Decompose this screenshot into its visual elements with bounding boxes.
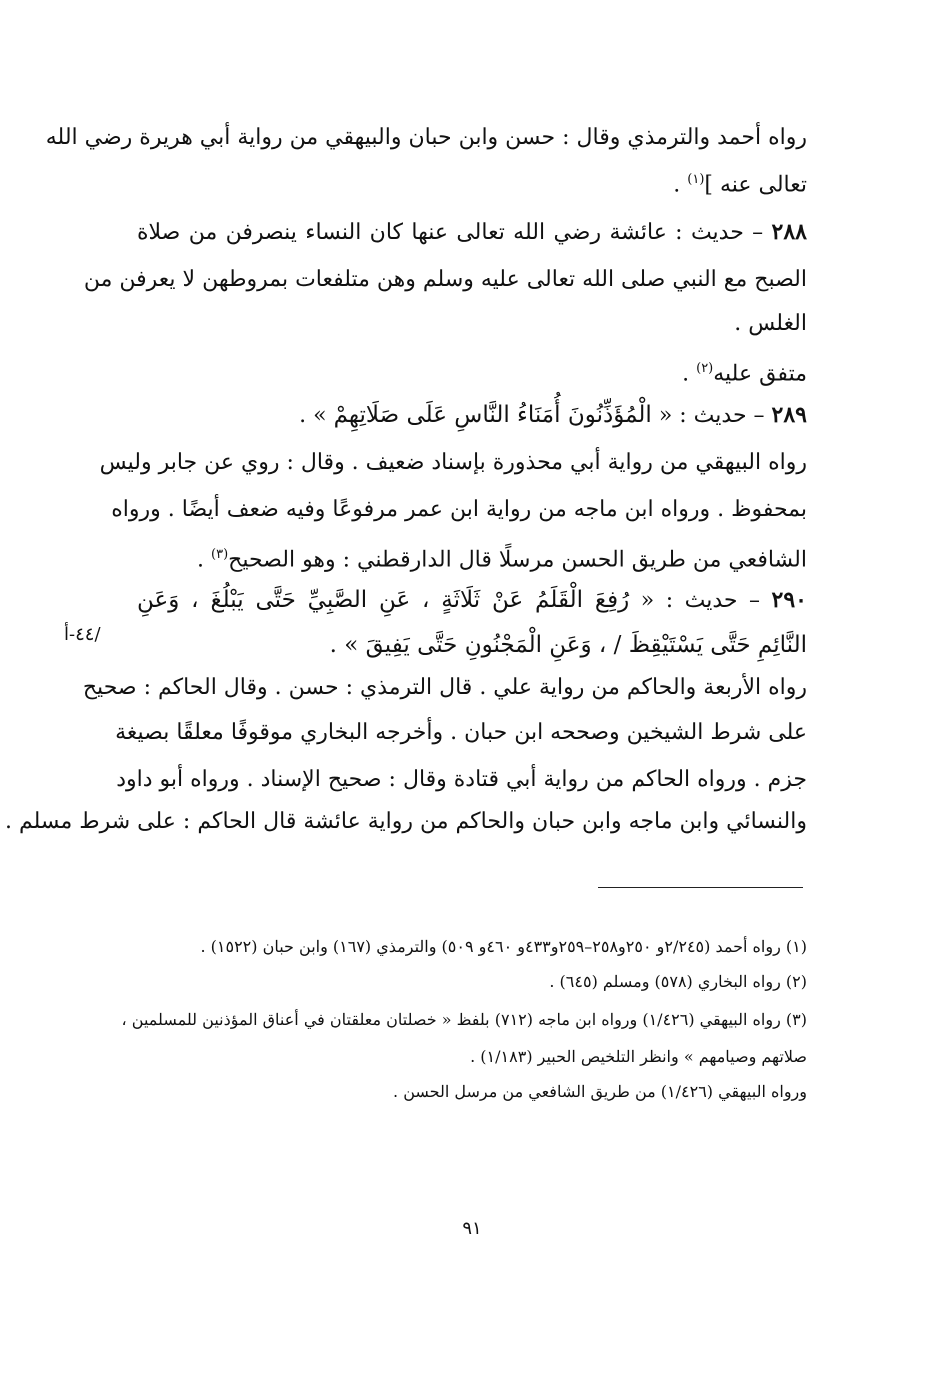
body-text: » . [299,403,334,428]
hadith-290-line [137,580,807,620]
body-text: – حديث : عائشة رضي الله تعالى عنها كان النساء ينصرفن من صلاة [137,220,772,245]
footnote: (١) رواه أحمد (٢/٢٤٥و ٢٥٠و٢٥٨–٢٥٩و٤٣٣و ٤٦٠و ٥٠٩) والترمذي (١٦٧) وابن حبان (١٥٢٢) . [200,937,807,956]
hadith-288-line [83,260,807,300]
body-text: متفق عليه [713,361,807,387]
footnote: (٢) رواه البخاري (٥٧٨) ومسلم (٦٤٥) . [549,972,807,991]
footnote: (٣) رواه البيهقي (١/٤٢٦) ورواه ابن ماجه (٧١٢) بلفظ « خصلتان معلقتان في أعناق المؤذنين للمسلمين ، [121,1010,807,1029]
hadith-290-line [116,760,807,800]
page-number: ٩١ [462,1218,482,1239]
hadith-quote: الْمُؤَذِّنُونَ أُمَنَاءُ النَّاسِ عَلَى صَلَاتِهِمْ [333,402,652,428]
hadith-289-line [99,443,807,483]
footnote-ref: (٢) [696,361,714,376]
hadith-288-line [137,304,807,344]
body-text: جزم . ورواه الحاكم من رواية أبي قتادة وقال : صحيح الإسناد . ورواه أبو داود [116,767,807,792]
body-text: رواه أحمد والترمذي وقال : حسن وابن حبان والبيهقي من رواية أبي هريرة رضي الله [45,125,807,150]
hadith-289-line [137,395,807,435]
body-text: رواه الأربعة والحاكم من رواية علي . قال الترمذي : حسن . وقال الحاكم : صحيح [82,675,807,700]
footnote: ورواه البيهقي (١/٤٢٦) من طريق الشافعي من مرسل الحسن . [393,1082,807,1101]
hadith-290-line [137,625,807,665]
body-text: رواه البيهقي من رواية أبي محذورة بإسناد ضعيف . وقال : روي عن جابر وليس [99,450,807,475]
body-text: والنسائي وابن ماجه وابن حبان والحاكم من رواية عائشة قال الحاكم : على شرط مسلم . [4,809,807,834]
hadith-number: ٢٨٨ [771,219,807,245]
body-text: على شرط الشيخين وصححه ابن حبان . وأخرجه البخاري موقوفًا معلقًا بصيغة [115,720,807,745]
hadith-290-line [115,713,807,753]
hadith-288-line [137,212,807,252]
manuscript-folio-note: /٤٤-أ [64,624,101,645]
hadith-290-line [82,668,807,708]
body-line [45,118,807,158]
footnote-ref: (٣) [211,547,229,562]
body-text: . [673,172,688,198]
hadith-number: ٢٩٠ [771,587,807,613]
hadith-290-line [4,802,807,842]
body-text: الشافعي من طريق الحسن مرسلًا قال الدارقطني : وهو الصحيح [228,547,807,573]
body-line [137,160,807,200]
hadith-quote: النَّائِمِ حَتَّى يَسْتَيْقِظَ / ، وَعَنِ الْمَجْنُونِ حَتَّى يَفِيقَ » . [329,632,807,658]
body-text: – حديث : « [629,588,772,613]
footnote: صلاتهم وصيامهم » وانظر التلخيص الحبير (١/١٨٣) . [470,1047,807,1066]
footnote-separator [598,887,803,888]
body-text: – حديث : « [651,403,772,428]
body-text: الصبح مع النبي صلى الله تعالى عليه وسلم وهن متلفعات بمروطهن لا يعرفن من [83,267,807,292]
body-text: بمحفوظ . ورواه ابن ماجه من رواية ابن عمر مرفوعًا وفيه ضعف أيضًا . ورواه [111,497,807,522]
hadith-number: ٢٨٩ [771,402,807,428]
footnote-ref: (١) [687,172,705,187]
body-text: تعالى عنه ] [704,172,807,198]
body-text: . [197,547,211,573]
hadith-289-line [137,535,807,575]
hadith-288-line [137,349,807,389]
hadith-quote: رُفِعَ الْقَلَمُ عَنْ ثَلَاثَةٍ ، عَنِ الصَّبِيِّ حَتَّى يَبْلُغَ ، وَعَنِ [137,587,630,613]
body-text: . [682,361,697,387]
body-text: الغلس . [734,311,807,336]
hadith-289-line [111,490,807,530]
